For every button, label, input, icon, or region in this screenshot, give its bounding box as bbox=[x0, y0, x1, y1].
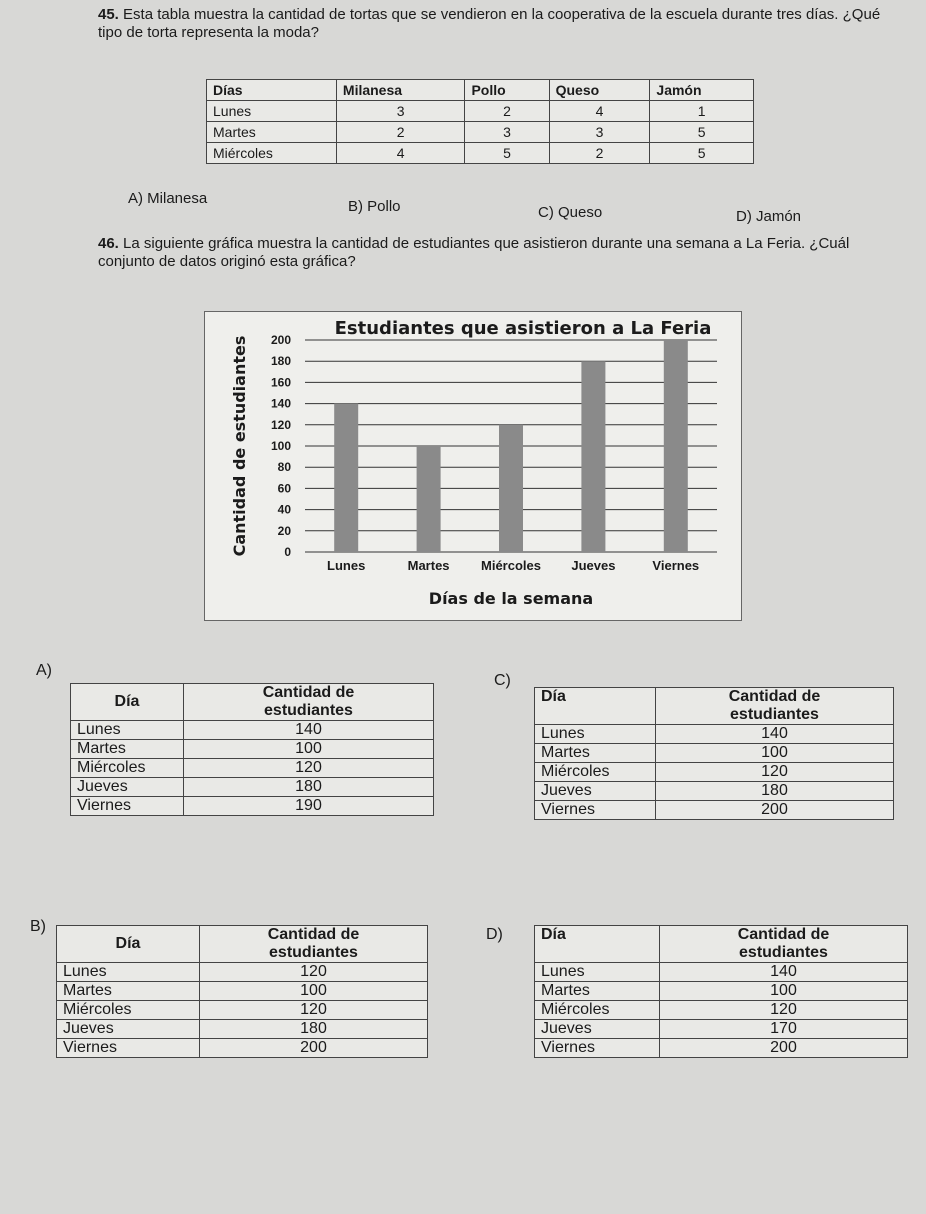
header-line: Cantidad de bbox=[728, 688, 821, 705]
table-row bbox=[535, 1001, 908, 1020]
answer-header-cell bbox=[200, 926, 428, 963]
bar bbox=[581, 361, 605, 552]
table-cell: 180 bbox=[184, 778, 434, 797]
table-row bbox=[535, 963, 908, 982]
q45-option-c[interactable]: C) Queso bbox=[538, 204, 603, 221]
table-cell: Viernes bbox=[57, 1039, 200, 1058]
table-cell: 5 bbox=[650, 143, 754, 164]
q45-header-cell: Milanesa bbox=[336, 80, 465, 101]
table-row bbox=[57, 1001, 428, 1020]
table-row bbox=[71, 797, 434, 816]
table-cell: Jueves bbox=[57, 1020, 200, 1039]
table-cell: 4 bbox=[549, 101, 650, 122]
q45-table bbox=[206, 79, 754, 164]
table-row bbox=[57, 1020, 428, 1039]
header-line: Cantidad de bbox=[267, 926, 360, 943]
table-row bbox=[71, 759, 434, 778]
answer-header-cell: Día bbox=[535, 926, 660, 963]
header-line: Cantidad de bbox=[262, 684, 355, 701]
table-cell: Jueves bbox=[535, 782, 656, 801]
answer-header-row bbox=[535, 688, 894, 725]
table-row bbox=[71, 740, 434, 759]
q45-header-cell: Días bbox=[207, 80, 337, 101]
y-tick-label: 40 bbox=[277, 502, 291, 517]
table-cell: 2 bbox=[549, 143, 650, 164]
y-tick-label: 0 bbox=[284, 545, 291, 559]
table-cell: 1 bbox=[650, 101, 754, 122]
table-cell: Lunes bbox=[535, 963, 660, 982]
answer-header-cell bbox=[184, 684, 434, 721]
header-line: estudiantes bbox=[264, 702, 353, 719]
table-cell: Miércoles bbox=[57, 1001, 200, 1020]
y-tick-label: 120 bbox=[270, 417, 291, 432]
q46-statement bbox=[98, 235, 888, 271]
y-tick-label: 140 bbox=[270, 396, 291, 411]
y-tick-label: 200 bbox=[270, 333, 291, 347]
x-tick-label: Lunes bbox=[327, 558, 366, 573]
table-row bbox=[535, 801, 894, 820]
answer-header-cell bbox=[660, 926, 908, 963]
q45-option-b[interactable]: B) Pollo bbox=[348, 198, 401, 215]
table-row bbox=[535, 982, 908, 1001]
table-cell: Lunes bbox=[207, 101, 337, 122]
answer-a-letter[interactable]: A) bbox=[36, 662, 52, 679]
answer-d-table[interactable] bbox=[534, 925, 908, 1058]
table-cell: 190 bbox=[184, 797, 434, 816]
x-tick-label: Miércoles bbox=[481, 558, 541, 573]
q45-text: Esta tabla muestra la cantidad de tortas que se vendieron en la cooperativa de la escuela durante tres días. ¿Qué tipo de torta representa la moda? bbox=[98, 6, 881, 41]
table-cell: 180 bbox=[200, 1020, 428, 1039]
table-row bbox=[535, 782, 894, 801]
chart-title: Estudiantes que asistieron a La Feria bbox=[334, 318, 712, 339]
table-cell: Miércoles bbox=[207, 143, 337, 164]
y-tick-label: 100 bbox=[270, 439, 291, 453]
y-tick-label: 180 bbox=[270, 354, 291, 369]
table-row bbox=[71, 721, 434, 740]
table-cell: Miércoles bbox=[535, 763, 656, 782]
chart-svg bbox=[205, 312, 741, 620]
table-cell: Viernes bbox=[535, 1039, 660, 1058]
table-cell: 140 bbox=[184, 721, 434, 740]
q45-header-cell: Queso bbox=[549, 80, 650, 101]
table-row bbox=[207, 143, 754, 164]
answer-b-letter[interactable]: B) bbox=[30, 918, 46, 935]
table-cell: Martes bbox=[57, 982, 200, 1001]
table-cell: Martes bbox=[535, 982, 660, 1001]
table-cell: 100 bbox=[660, 982, 908, 1001]
table-cell: 100 bbox=[200, 982, 428, 1001]
header-line: Cantidad de bbox=[737, 926, 830, 943]
answer-b-table[interactable] bbox=[56, 925, 428, 1058]
y-tick-label: 80 bbox=[277, 460, 291, 475]
y-tick-label: 160 bbox=[270, 375, 291, 390]
table-cell: 2 bbox=[336, 122, 465, 143]
answer-header-row bbox=[57, 926, 428, 963]
table-row bbox=[535, 1020, 908, 1039]
y-tick-label: 20 bbox=[277, 523, 291, 538]
table-cell: Lunes bbox=[57, 963, 200, 982]
answer-header-cell: Día bbox=[535, 688, 656, 725]
table-cell: 5 bbox=[650, 122, 754, 143]
answer-header-row bbox=[535, 926, 908, 963]
table-cell: 180 bbox=[656, 782, 894, 801]
x-axis-label: Días de la semana bbox=[428, 589, 594, 608]
table-cell: Lunes bbox=[71, 721, 184, 740]
table-cell: Miércoles bbox=[535, 1001, 660, 1020]
table-cell: Martes bbox=[207, 122, 337, 143]
attendance-chart bbox=[204, 311, 742, 621]
q45-header-cell: Jamón bbox=[650, 80, 754, 101]
table-row bbox=[57, 963, 428, 982]
table-row bbox=[535, 725, 894, 744]
header-line: estudiantes bbox=[739, 944, 828, 961]
table-cell: 170 bbox=[660, 1020, 908, 1039]
table-cell: 2 bbox=[465, 101, 549, 122]
y-tick-label: 60 bbox=[277, 481, 291, 496]
table-cell: Martes bbox=[535, 744, 656, 763]
answer-c-table[interactable] bbox=[534, 687, 894, 820]
bar bbox=[334, 404, 358, 552]
answer-header-cell bbox=[656, 688, 894, 725]
q46-text: La siguiente gráfica muestra la cantidad de estudiantes que asistieron durante una semana a La Feria. ¿Cuál conjunto de datos originó esta gráfica? bbox=[98, 235, 850, 270]
table-cell: 120 bbox=[660, 1001, 908, 1020]
answer-a-table[interactable] bbox=[70, 683, 434, 816]
table-row bbox=[207, 122, 754, 143]
q46-number: 46. bbox=[98, 235, 119, 252]
table-cell: Viernes bbox=[535, 801, 656, 820]
table-cell: 4 bbox=[336, 143, 465, 164]
table-cell: Martes bbox=[71, 740, 184, 759]
q45-option-a[interactable]: A) Milanesa bbox=[128, 190, 208, 207]
x-tick-label: Jueves bbox=[571, 558, 616, 573]
header-line: estudiantes bbox=[730, 706, 819, 723]
table-cell: 120 bbox=[184, 759, 434, 778]
y-axis-label: Cantidad de estudiantes bbox=[230, 335, 249, 557]
table-cell: Viernes bbox=[71, 797, 184, 816]
table-cell: 3 bbox=[549, 122, 650, 143]
table-row bbox=[535, 763, 894, 782]
q45-statement bbox=[98, 6, 888, 42]
table-cell: 120 bbox=[656, 763, 894, 782]
table-cell: 200 bbox=[200, 1039, 428, 1058]
table-cell: 140 bbox=[656, 725, 894, 744]
answer-d-letter[interactable]: D) bbox=[486, 926, 503, 943]
table-row bbox=[57, 1039, 428, 1058]
answer-header-cell: Día bbox=[57, 926, 200, 963]
table-row bbox=[71, 778, 434, 797]
table-cell: 100 bbox=[656, 744, 894, 763]
table-cell: 200 bbox=[656, 801, 894, 820]
table-cell: 100 bbox=[184, 740, 434, 759]
table-row bbox=[535, 744, 894, 763]
table-cell: 3 bbox=[465, 122, 549, 143]
table-row bbox=[207, 101, 754, 122]
q45-header-row bbox=[207, 80, 754, 101]
x-tick-label: Viernes bbox=[652, 558, 700, 573]
answer-header-row bbox=[71, 684, 434, 721]
table-cell: 200 bbox=[660, 1039, 908, 1058]
bar bbox=[417, 446, 441, 552]
header-line: estudiantes bbox=[269, 944, 358, 961]
bar bbox=[499, 425, 523, 552]
answer-header-cell: Día bbox=[71, 684, 184, 721]
table-cell: 3 bbox=[336, 101, 465, 122]
q45-header-cell: Pollo bbox=[465, 80, 549, 101]
table-row bbox=[535, 1039, 908, 1058]
table-row bbox=[57, 982, 428, 1001]
q45-number: 45. bbox=[98, 6, 119, 23]
table-cell: Jueves bbox=[535, 1020, 660, 1039]
table-cell: 5 bbox=[465, 143, 549, 164]
table-cell: Miércoles bbox=[71, 759, 184, 778]
table-cell: Lunes bbox=[535, 725, 656, 744]
answer-c-letter[interactable]: C) bbox=[494, 672, 511, 689]
table-cell: 120 bbox=[200, 1001, 428, 1020]
table-cell: 120 bbox=[200, 963, 428, 982]
table-cell: Jueves bbox=[71, 778, 184, 797]
bar bbox=[664, 340, 688, 552]
q45-option-d[interactable]: D) Jamón bbox=[736, 208, 802, 225]
x-tick-label: Martes bbox=[407, 558, 450, 573]
table-cell: 140 bbox=[660, 963, 908, 982]
